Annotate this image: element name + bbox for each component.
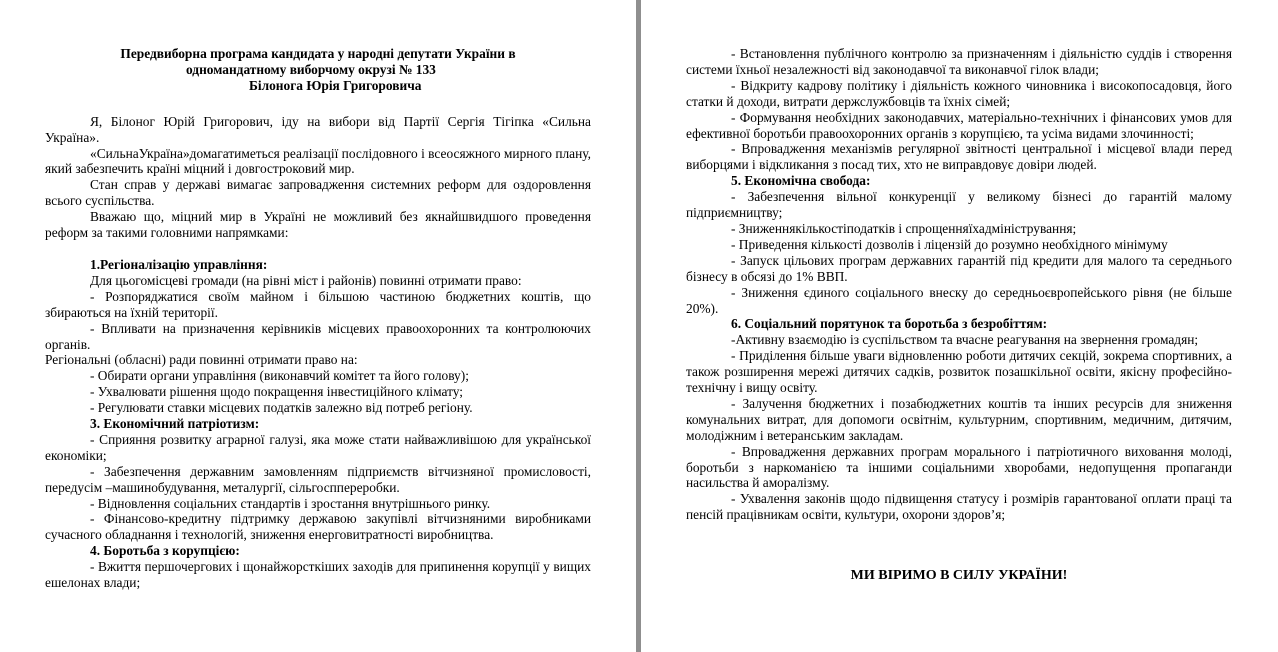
- section-6-heading: 6. Соціальний порятунок та боротьба з безробіттям:: [731, 316, 1048, 332]
- section-3-line: - Фінансово-кредитну підтримку державою закупівлі вітчизняними виробниками сучасного обладнання і технологій, зниження енерговитратності виробництва.: [45, 511, 591, 543]
- section-1-line: - Розпоряджатися своїм майном і більшою частиною бюджетних коштів, що збираються на їхній території.: [45, 288, 591, 320]
- section-1-heading: 1.Регіоналізацію управління:: [90, 256, 268, 272]
- section-4-line: - Вжиття першочергових і щонайжорсткіших заходів для припинення корупції у вищих ешелонах влади;: [45, 559, 591, 591]
- section-3-line: - Відновлення соціальних стандартів і зростання внутрішнього ринку.: [90, 495, 491, 511]
- document-page-left: [0, 0, 636, 652]
- section-4-line: - Відкриту кадрову політику і діяльність кожного чиновника і високопосадовця, його статки й доходи, витрати держслужбовців та їхніх сімей;: [686, 77, 1232, 109]
- section-5-line: - Зниження єдиного соціального внеску до середньоєвропейського рівня (не більше 20%).: [686, 284, 1232, 316]
- intro-paragraph-4: Вважаю що, міцний мир в Україні не можливий без якнайшвидшого проведення реформ за такими головними напрямками:: [45, 209, 591, 241]
- title-line-1: Передвиборна програма кандидата у народні депутати України в: [120, 46, 516, 61]
- section-5-line: - Забезпечення вільної конкуренції у великому бізнесі до гарантій малому підприємництву;: [686, 189, 1232, 221]
- section-1-line: - Регулювати ставки місцевих податків залежно від потреб регіону.: [90, 400, 473, 416]
- section-4-line: - Встановлення публічного контролю за призначенням і діяльністю суддів і створення системи їхньої незалежності від законодавчої та виконавчої гілок влади;: [686, 46, 1232, 77]
- section-3-line: - Сприяння розвитку аграрної галузі, яка може стати найважливішою для української економіки;: [45, 431, 591, 463]
- section-6-line: - Впровадження державних програм морального і патріотичного виховання молоді, боротьби з наркоманією та іншими соціальними хворобами, недопущення пропаганди насильства й аморалізму.: [686, 443, 1232, 491]
- section-4-line: - Впровадження механізмів регулярної звітності центральної і місцевої влади перед виборцями і відкликання з посад тих, хто не виправдовує довіри людей.: [686, 141, 1232, 173]
- page-right-content: [686, 46, 1232, 584]
- section-1-line: Регіональні (обласні) ради повинні отримати право на:: [45, 352, 358, 368]
- section-6-line: - Залучення бюджетних і позабюджетних коштів та інших ресурсів для зниження комунальних витрат, для допомоги освітнім, культурним, спортивним, медичним, дитячим, молодіжним і ветеранським закладам.: [686, 395, 1232, 443]
- section-6-line: -Активну взаємодію із суспільством та вчасне реагування на звернення громадян;: [731, 332, 1199, 348]
- section-6-line: - Ухвалення законів щодо підвищення статусу і розмірів гарантованої оплати праці та пенсій працівникам освіти, культури, охорони здоров’я;: [686, 491, 1232, 523]
- document-page-right: [641, 0, 1278, 652]
- intro-paragraph-2: «СильнаУкраїна»домагатиметься реалізації послідовного і всеосяжного мирного плану, який забезпечить країні міцний і довгостроковий мир.: [45, 145, 591, 177]
- title-line-3: Білонога Юрія Григоровича: [249, 77, 422, 93]
- section-5-line: - Запуск цільових програм державних гарантій під кредити для малого та середнього бізнесу в обсязі до 1% ВВП.: [686, 252, 1232, 284]
- section-1-line: Для цьогомісцеві громади (на рівні міст і районів) повинні отримати право:: [90, 272, 522, 288]
- section-1-line: - Впливати на призначення керівників місцевих правоохоронних та контролюючих органів.: [45, 320, 591, 352]
- title-line-2: одномандатному виборчому окрузі № 133: [186, 61, 436, 77]
- page-left-content: [45, 46, 591, 591]
- section-4-heading: 4. Боротьба з корупцією:: [90, 543, 240, 559]
- section-1-line: - Обирати органи управління (виконавчий комітет та його голову);: [90, 368, 469, 384]
- intro-paragraph-3: Стан справ у державі вимагає запровадження системних реформ для оздоровлення всього суспільства.: [45, 177, 591, 209]
- intro-paragraph-1: Я, Білоног Юрій Григорович, іду на вибори від Партії Сергія Тігіпка «Сильна Україна».: [45, 113, 591, 145]
- section-5-heading: 5. Економічна свобода:: [731, 173, 871, 189]
- section-1-line: - Ухвалювати рішення щодо покращення інвестиційного клімату;: [90, 384, 464, 400]
- section-5-line: - Зниженнякількостіподатків і спрощенняїхадміністрування;: [731, 220, 1077, 236]
- section-5-line: - Приведення кількості дозволів і ліцензій до розумно необхідного мінімуму: [731, 236, 1168, 252]
- section-3-line: - Забезпечення державним замовленням підприємств вітчизняної промисловості, передусім –машинобудування, металургії, сільгосппереробки.: [45, 463, 591, 495]
- closing-slogan: МИ ВІРИМО В СИЛУ УКРАЇНИ!: [850, 568, 1068, 584]
- section-4-line: - Формування необхідних законодавчих, матеріально-технічних і фінансових умов для ефективної боротьби правоохоронних органів з корупцією, та усіма видами злочинності;: [686, 109, 1232, 141]
- section-3-heading: 3. Економічний патріотизм:: [90, 416, 260, 432]
- section-6-line: - Приділення більше уваги відновленню роботи дитячих секцій, зокрема спортивних, а також розширення мережі дитячих садків, розвиток позашкільної освіти, якісну професійно-технічну і вищу освіту.: [686, 348, 1232, 396]
